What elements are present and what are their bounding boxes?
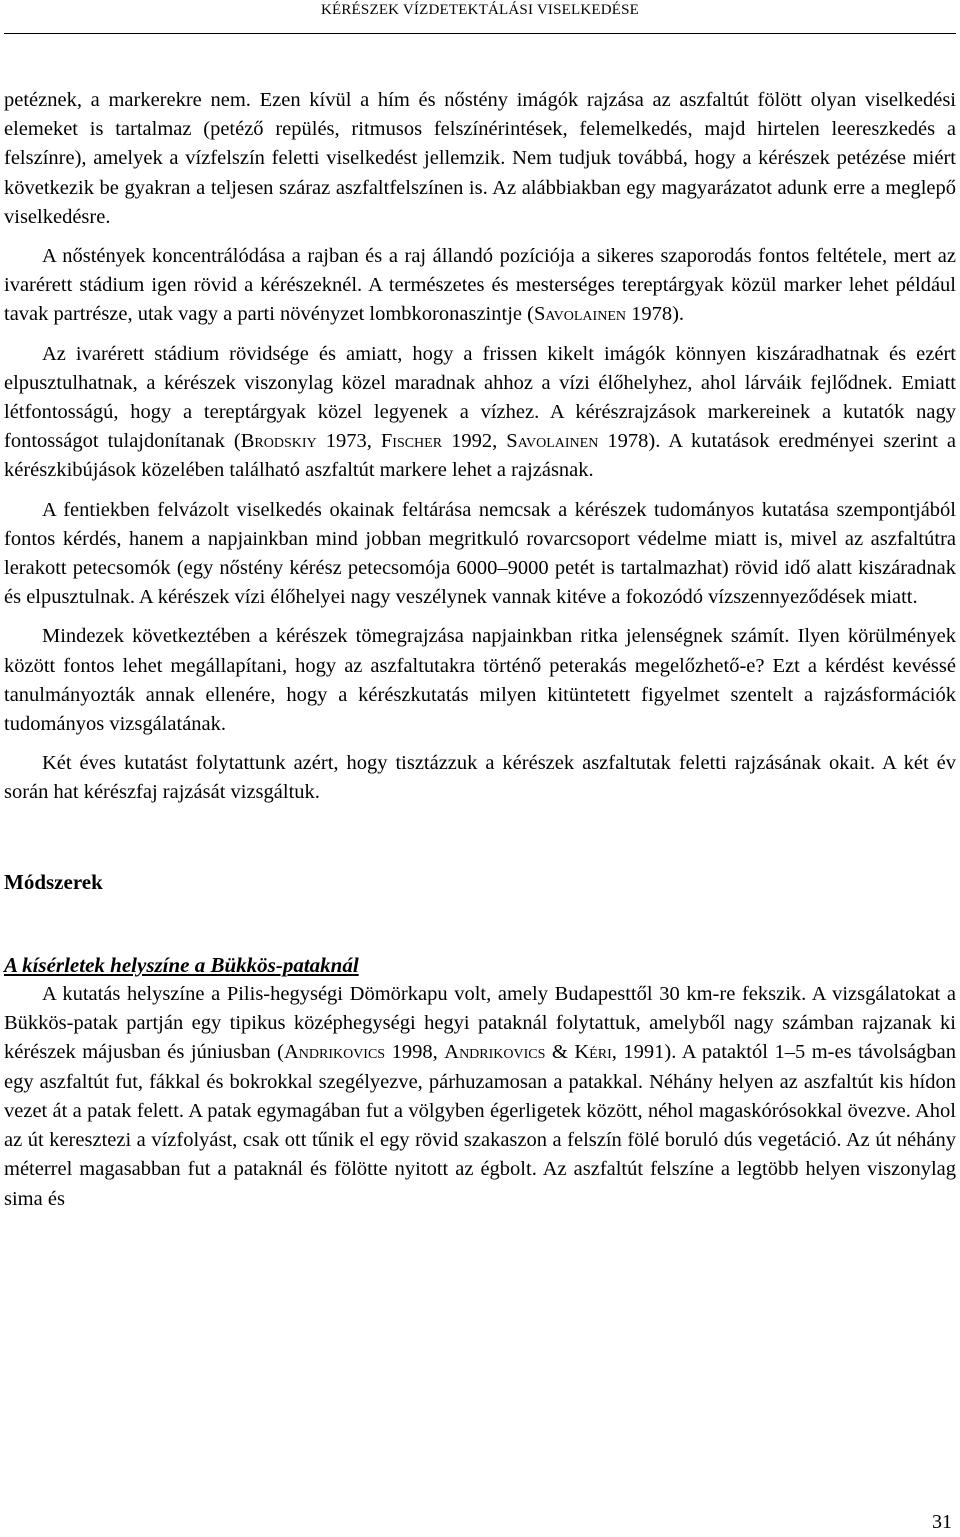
subsection-heading: A kísérletek helyszíne a Bükkös-pataknál (4, 952, 359, 977)
citation-savolainen-2: Savolainen (506, 430, 599, 453)
citation-fischer: Fischer (380, 430, 443, 453)
citation-savolainen: Savolainen (533, 303, 626, 326)
paragraph-6: Két éves kutatást folytattunk azért, hogy tisztázzuk a kérészek aszfaltutak feletti rajzásának okait. A két év során hat kérészfaj rajzását vizsgáltuk. (4, 752, 956, 804)
header-rule (4, 33, 956, 34)
paragraph-7-a: A kutatás helyszíne a Pilis-hegységi Dömörkapu volt, amely Budapesttől 30 km-re fekszik. A vizsgálatokat a Bükkös-patak partján egy tipikus középhegységi hegyi pataknál folytattuk, amelyből nagy számban rajzanak ki kérészek májusban és júniusban ( (4, 983, 956, 1064)
paragraph-3-c: 1992, (442, 430, 507, 453)
paragraph-1: petéznek, a markerekre nem. Ezen kívül a hím és nőstény imágók rajzása az aszfaltút fölött olyan viselkedési elemeket is tartalmaz (petéző repülés, ritmusos felszínérintések, felemelkedés, majd hirtelen leereszkedés a felszínre), amelyek a vízfelszín feletti viselkedést jellemzik. Nem tudjuk továbbá, hogy a kérészek petézése miért következik be gyakran a teljesen száraz aszfaltfelszínen is. Az alábbiakban egy magyarázatot adunk erre a meglepő viselkedésre. (4, 89, 956, 228)
paragraph-2 (4, 242, 956, 330)
paragraph-7 (4, 980, 956, 1214)
paragraph-5: Mindezek következtében a kérészek tömegrajzása napjainkban ritka jelenségnek számít. Ilyen körülmények között fontos lehet megállapítani, hogy az aszfaltutakra történő peterakás megelőzhető-e? Ezt a kérdést kevéssé tanulmányozták annak ellenére, hogy a kérészkutatás milyen kitüntetett figyelmet szentelt a rajzásformációk tudományos vizsgálatának. (4, 625, 956, 736)
page-body (4, 86, 956, 1224)
paragraph-7-b: 1998, (385, 1041, 445, 1064)
page-number: 31 (932, 1511, 952, 1533)
paragraph-3-d: 1978). A kutatások eredményei szerint a kérészkibújások közelében található aszfaltút markere lehet a rajzásnak. (4, 430, 957, 482)
paragraph-3-a: Az ivarérett stádium rövidsége és amiatt, hogy a frissen kikelt imágók könnyen kiszáradhatnak és ezért elpusztulhatnak, a kérészek viszonylag közel maradnak ahhoz a vízi élőhelyhez, ahol lárváik fejlődnek. Emiatt létfontosságú, hogy a tereptárgyak közel legyenek a vízhez. A kérészrajzások markereinek a kutatók nagy fontosságot tulajdonítanak ( (4, 342, 956, 453)
paragraph-3-b: 1973, (316, 430, 381, 453)
paragraph-4: A fentiekben felvázolt viselkedés okainak feltárása nemcsak a kérészek tudományos kutatása szempontjából fontos kérdés, hanem a napjainkban mind jobban megritkuló rovarcsoport védelme miatt is, mivel az aszfaltútra lerakott petecsomók (egy nőstény kérész petecsomója 6000–9000 petét is tartalmazhat) rövid idő alatt kiszáradnak és elpusztulnak. A kérészek vízi élőhelyei nagy veszélynek vannak kitéve a fokozódó vízszennyeződések miatt. (4, 498, 956, 609)
section-heading: Módszerek (4, 869, 103, 894)
paragraph-3 (4, 340, 956, 486)
paragraph-2-end: 1978). (625, 303, 685, 326)
paragraph-7-c: , 1991). A pataktól 1–5 m-es távolságban egy aszfaltút fut, fákkal és bokrokkal szegélyezve, párhuzamosan a patakkal. Néhány helyen az aszfaltút kis hídon vezet át a patak felett. A patak egymagában fut a völgyben égerligetek között, néhol magaskórósokkal övezve. Ahol az út keresztezi a vízfolyást, csak ott tűnik el egy rövid szakaszon a felszín fölé boruló dús vegetáció. Az út néhány méterrel magasabban fut a pataknál és fölötte nyitott az égbolt. Az aszfaltút felszíne a legtöbb helyen viszonylag sima és (4, 1041, 957, 1210)
paragraph-2-text: A nőstények koncentrálódása a rajban és a raj állandó pozíciója a sikeres szaporodás fontos feltétele, mert az ivarérett stádium igen rövid a kérészeknél. A természetes és mesterséges tereptárgyak közül marker lehet például tavak partrésze, utak vagy a parti növényzet lombkoronaszintje ( (4, 245, 956, 326)
citation-brodskiy: Brodskiy (240, 430, 317, 453)
citation-andrikovics-keri: Andrikovics & Kéri (444, 1041, 612, 1064)
citation-andrikovics: Andrikovics (283, 1041, 386, 1064)
running-header: KÉRÉSZEK VÍZDETEKTÁLÁSI VISELKEDÉSE (320, 2, 640, 18)
